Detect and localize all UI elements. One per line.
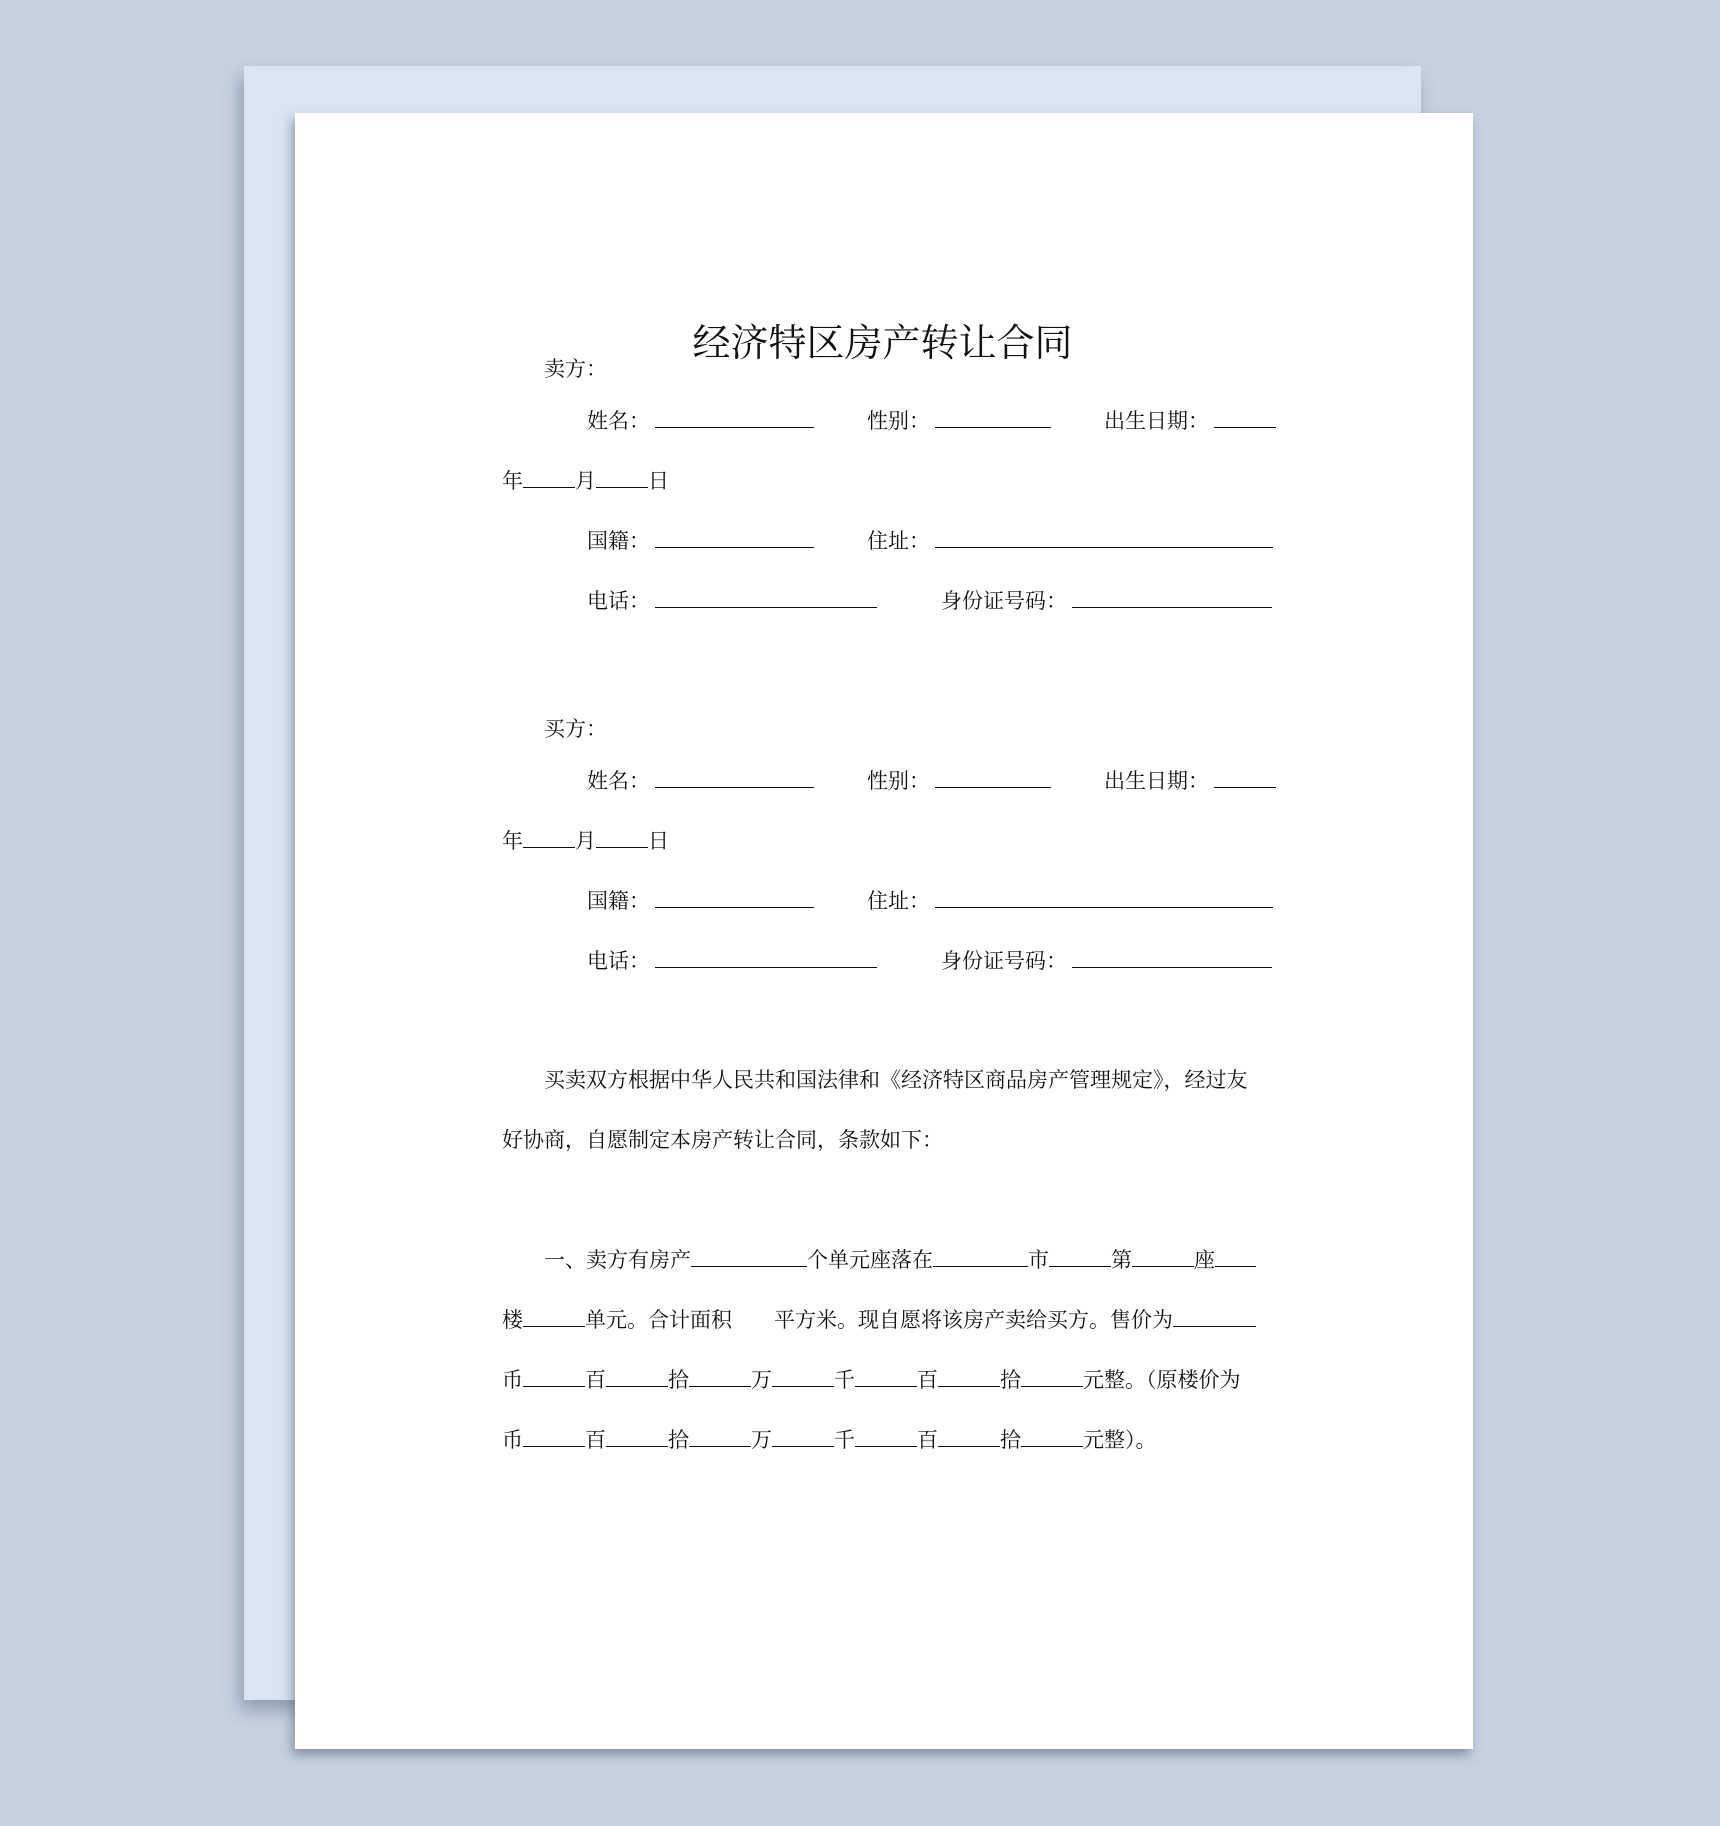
- clause1-text-d: 第: [1111, 1248, 1132, 1272]
- seller-phone-label: 电话：: [587, 589, 650, 613]
- preamble-line-1: 买卖双方根据中华人民共和国法律和《经济特区商品房产管理规定》，经过友: [544, 1068, 1248, 1092]
- clause1-text-b: 个单元座落在: [807, 1248, 933, 1272]
- original-price-field[interactable]: [772, 1424, 834, 1447]
- original-price-unit-label: 拾: [1000, 1428, 1021, 1452]
- original-price-unit-label: 万: [751, 1428, 772, 1452]
- buyer-row-phone: [502, 945, 1348, 976]
- seller-gender-field[interactable]: [935, 405, 1051, 428]
- price-field[interactable]: [689, 1364, 751, 1387]
- price-unit-label: 万: [751, 1368, 772, 1392]
- original-price-unit-label: 百: [585, 1428, 606, 1452]
- clause1-text-c: 市: [1028, 1248, 1049, 1272]
- price-unit-label: 拾: [1000, 1368, 1021, 1392]
- price-field[interactable]: [938, 1364, 1000, 1387]
- seller-birth-field[interactable]: [1214, 405, 1276, 428]
- buyer-name-field[interactable]: [655, 765, 814, 788]
- seller-day-label: 日: [648, 469, 669, 493]
- buyer-heading-text: 买方：: [544, 717, 607, 741]
- price-unit-label: 千: [834, 1368, 855, 1392]
- buyer-name-label: 姓名：: [587, 769, 650, 793]
- seller-address-label: 住址：: [867, 529, 930, 553]
- original-price-currency-label: 币: [502, 1428, 523, 1452]
- original-price-field[interactable]: [855, 1424, 917, 1447]
- original-price-unit-label: 千: [834, 1428, 855, 1452]
- seller-id-field[interactable]: [1072, 585, 1272, 608]
- seller-name-label: 姓名：: [587, 409, 650, 433]
- clause1-district-field[interactable]: [1049, 1244, 1111, 1267]
- clause1-line-2: [502, 1304, 1263, 1335]
- seller-birth-label: 出生日期：: [1104, 409, 1209, 433]
- buyer-birth-field[interactable]: [1214, 765, 1276, 788]
- buyer-birth-label: 出生日期：: [1104, 769, 1209, 793]
- seller-month-label: 月: [575, 469, 596, 493]
- clause1-floor-field[interactable]: [1215, 1244, 1256, 1267]
- buyer-address-label: 住址：: [867, 889, 930, 913]
- seller-row-nationality: [502, 525, 1348, 556]
- buyer-gender-field[interactable]: [935, 765, 1051, 788]
- seller-row-phone: [502, 585, 1348, 616]
- seller-heading: [502, 354, 1305, 384]
- buyer-row-name: [502, 765, 1348, 796]
- price-unit-label: 拾: [668, 1368, 689, 1392]
- seller-day-field[interactable]: [596, 465, 648, 488]
- seller-nationality-label: 国籍：: [587, 529, 650, 553]
- clause1-text-a: 一、卖方有房产: [544, 1248, 691, 1272]
- price-field[interactable]: [855, 1364, 917, 1387]
- seller-gender-label: 性别：: [867, 409, 930, 433]
- buyer-month-field[interactable]: [523, 825, 575, 848]
- clause1-building-field[interactable]: [1132, 1244, 1194, 1267]
- original-price-end-text: 元整）。: [1083, 1428, 1157, 1452]
- buyer-row-date: [502, 825, 1263, 856]
- clause1-currency-field[interactable]: [1173, 1304, 1256, 1327]
- seller-id-label: 身份证号码：: [941, 589, 1067, 613]
- clause1-text-area: 单元。合计面积: [585, 1308, 732, 1332]
- clause1-line-1: [502, 1244, 1305, 1275]
- buyer-heading: [502, 714, 1305, 744]
- clause1-text-e: 座: [1194, 1248, 1215, 1272]
- buyer-phone-label: 电话：: [587, 949, 650, 973]
- clause1-city-field[interactable]: [933, 1244, 1028, 1267]
- clause1-units-field[interactable]: [691, 1244, 807, 1267]
- original-price-field[interactable]: [523, 1424, 585, 1447]
- document-title: 经济特区房产转让合同: [692, 321, 1073, 365]
- clause1-text-floor: 楼: [502, 1308, 523, 1332]
- seller-phone-field[interactable]: [655, 585, 877, 608]
- buyer-day-field[interactable]: [596, 825, 648, 848]
- buyer-address-field[interactable]: [935, 885, 1273, 908]
- price-field[interactable]: [1021, 1364, 1083, 1387]
- price-field[interactable]: [523, 1364, 585, 1387]
- seller-nationality-field[interactable]: [655, 525, 814, 548]
- preamble-line-2: 好协商，自愿制定本房产转让合同，条款如下：: [502, 1128, 943, 1152]
- seller-row-name: [502, 405, 1348, 436]
- price-unit-label: 百: [917, 1368, 938, 1392]
- seller-row-date: [502, 465, 1263, 496]
- buyer-gender-label: 性别：: [867, 769, 930, 793]
- original-price-field[interactable]: [938, 1424, 1000, 1447]
- price-end-text: 元整。（原楼价为: [1083, 1368, 1241, 1392]
- buyer-year-label: 年: [502, 829, 523, 853]
- price-field[interactable]: [772, 1364, 834, 1387]
- clause1-line-4: [502, 1424, 1263, 1455]
- clause1-line-3: [502, 1364, 1263, 1395]
- clause1-text-price: 平方米。现自愿将该房产卖给买方。售价为: [774, 1308, 1173, 1332]
- seller-year-label: 年: [502, 469, 523, 493]
- original-price-unit-label: 百: [917, 1428, 938, 1452]
- clause1-unit-field[interactable]: [523, 1304, 585, 1327]
- original-price-field[interactable]: [689, 1424, 751, 1447]
- buyer-row-nationality: [502, 885, 1348, 916]
- original-price-field[interactable]: [606, 1424, 668, 1447]
- buyer-nationality-label: 国籍：: [587, 889, 650, 913]
- seller-name-field[interactable]: [655, 405, 814, 428]
- buyer-month-label: 月: [575, 829, 596, 853]
- buyer-id-label: 身份证号码：: [941, 949, 1067, 973]
- price-unit-label: 百: [585, 1368, 606, 1392]
- original-price-unit-label: 拾: [668, 1428, 689, 1452]
- original-price-field[interactable]: [1021, 1424, 1083, 1447]
- buyer-nationality-field[interactable]: [655, 885, 814, 908]
- price-currency-label: 币: [502, 1368, 523, 1392]
- buyer-day-label: 日: [648, 829, 669, 853]
- document-page: [295, 113, 1473, 1749]
- seller-month-field[interactable]: [523, 465, 575, 488]
- seller-address-field[interactable]: [935, 525, 1273, 548]
- seller-heading-text: 卖方：: [544, 357, 607, 381]
- buyer-id-field[interactable]: [1072, 945, 1272, 968]
- price-field[interactable]: [606, 1364, 668, 1387]
- buyer-phone-field[interactable]: [655, 945, 877, 968]
